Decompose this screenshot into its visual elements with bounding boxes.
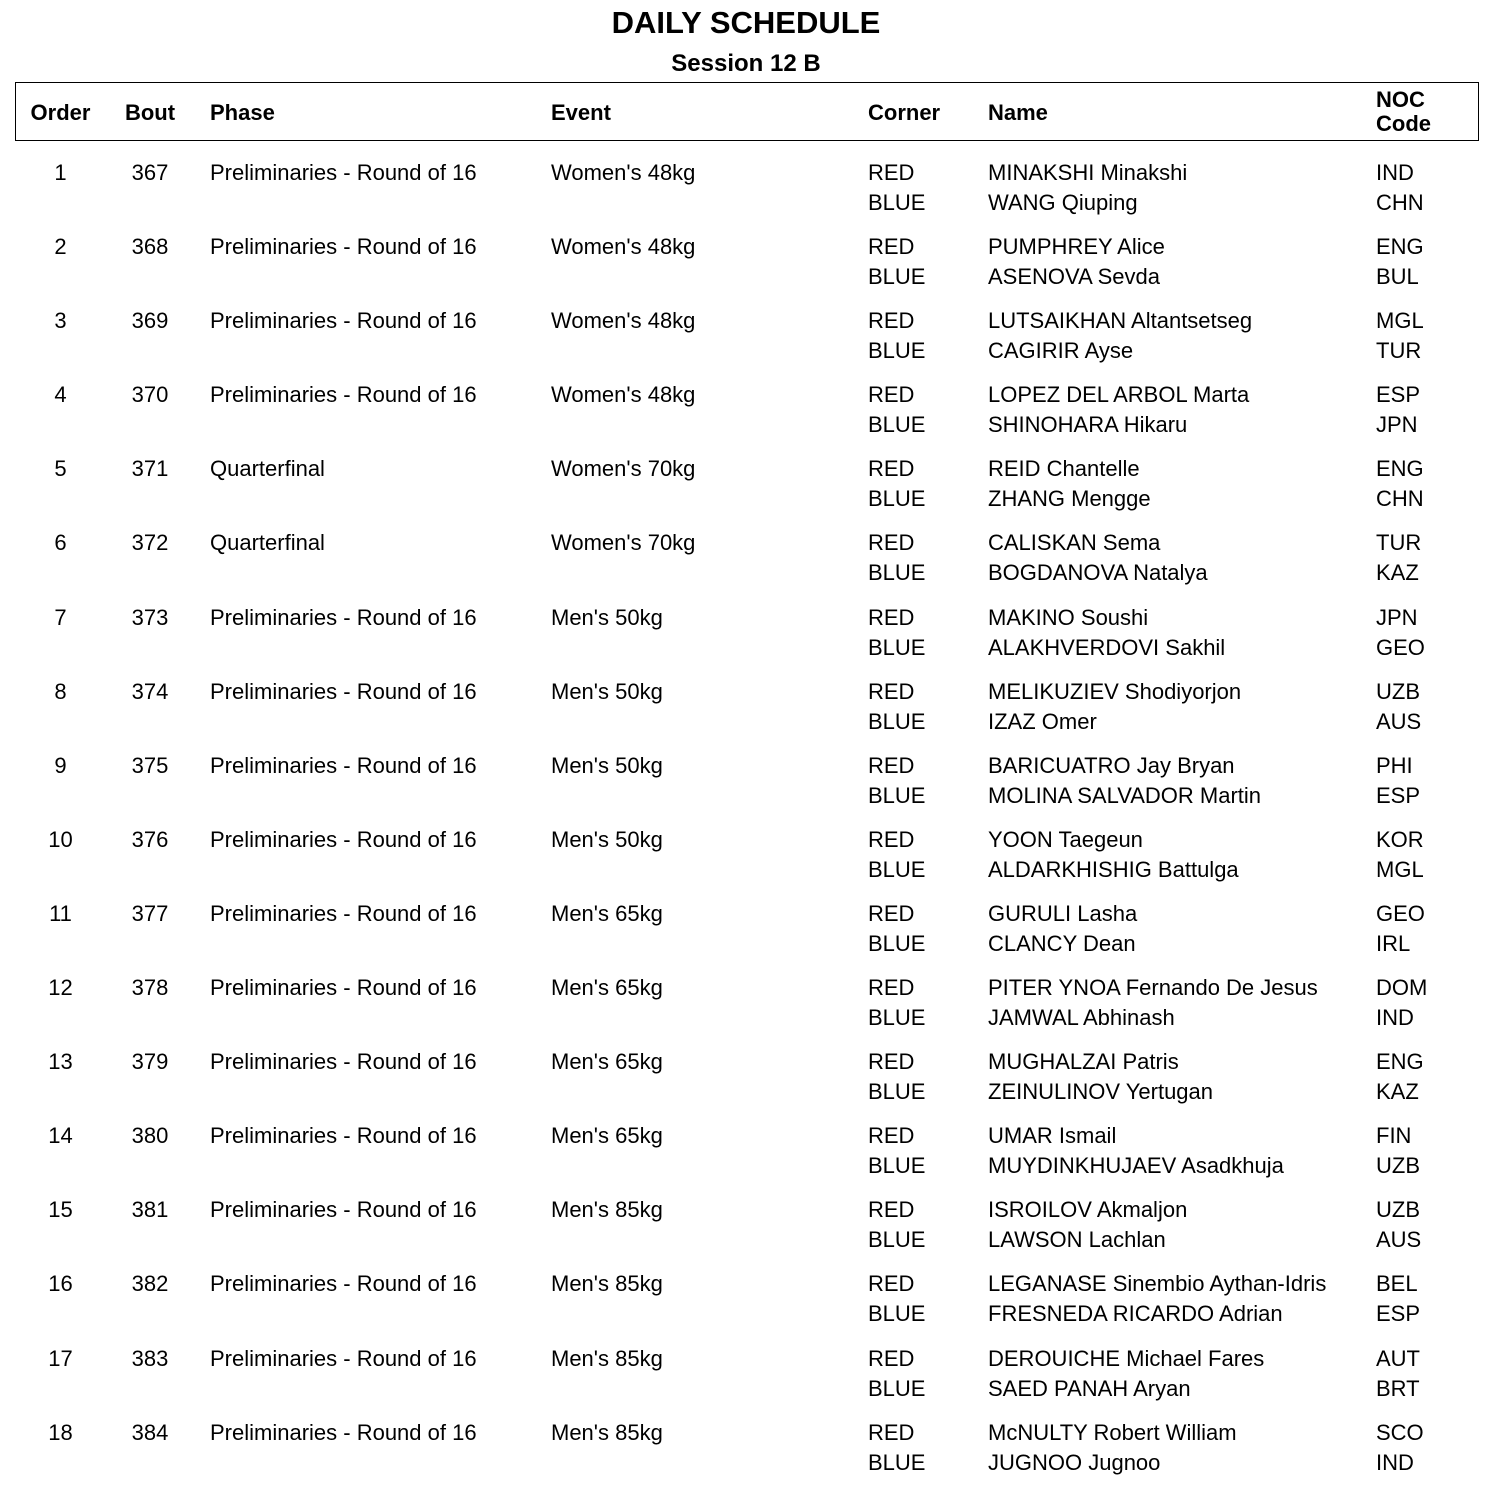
event-cell: Men's 50kg (551, 678, 663, 704)
name-cell (988, 1195, 1187, 1255)
corner-red: RED (868, 1419, 915, 1445)
header-order: Order (30, 100, 91, 125)
noc-red: ENG (1376, 234, 1424, 260)
event-cell: Men's 65kg (551, 975, 663, 1001)
name-red: CALISKAN Sema (988, 530, 1161, 556)
phase-cell: Preliminaries - Round of 16 (210, 1345, 477, 1371)
event-cell: Women's 70kg (551, 456, 696, 482)
noc-red: PHI (1376, 752, 1413, 778)
corner-red: RED (868, 752, 915, 778)
order-cell: 18 (48, 1419, 73, 1445)
table-row (0, 1418, 1492, 1492)
event-cell: Men's 65kg (551, 1123, 663, 1149)
order-cell: 15 (48, 1197, 73, 1223)
bout-cell: 384 (131, 1419, 169, 1445)
order-cell: 6 (54, 530, 67, 556)
header-noc-line1: NOC (1376, 87, 1425, 112)
name-blue: ASENOVA Sevda (988, 264, 1161, 290)
noc-red: GEO (1376, 900, 1425, 926)
name-blue: ALDARKHISHIG Battulga (988, 856, 1239, 882)
noc-cell (1376, 825, 1424, 885)
noc-blue: ESP (1376, 1301, 1421, 1327)
order-cell: 1 (54, 160, 67, 185)
bout-cell: 379 (131, 1049, 169, 1075)
noc-red: ENG (1376, 1049, 1424, 1075)
noc-cell (1376, 751, 1420, 811)
event-cell: Men's 85kg (551, 1197, 663, 1223)
schedule-table-body (0, 158, 1492, 1492)
noc-blue: AUS (1376, 1227, 1422, 1253)
name-red: PUMPHREY Alice (988, 234, 1165, 260)
event-cell: Women's 48kg (551, 160, 696, 185)
noc-cell (1376, 528, 1421, 588)
corner-blue: BLUE (868, 412, 926, 438)
name-red: McNULTY Robert William (988, 1419, 1237, 1445)
name-cell (988, 454, 1151, 514)
noc-blue: IND (1376, 1005, 1414, 1031)
noc-cell (1376, 232, 1424, 292)
event-cell: Men's 85kg (551, 1419, 663, 1445)
table-row (0, 528, 1492, 602)
corner-blue: BLUE (868, 190, 926, 215)
corner-red: RED (868, 900, 915, 926)
corner-cell (868, 232, 925, 292)
phase-cell: Preliminaries - Round of 16 (210, 1271, 477, 1297)
event-cell: Women's 48kg (551, 382, 696, 408)
bout-cell: 371 (131, 456, 169, 482)
bout-cell: 381 (131, 1197, 169, 1223)
noc-red: BEL (1376, 1271, 1418, 1297)
bout-cell: 370 (131, 382, 169, 408)
bout-cell: 382 (131, 1271, 169, 1297)
phase-cell: Preliminaries - Round of 16 (210, 752, 477, 778)
noc-blue: IND (1376, 1449, 1414, 1475)
name-blue: MUYDINKHUJAEV Asadkhuja (988, 1153, 1284, 1179)
bout-cell: 383 (131, 1345, 169, 1371)
corner-blue: BLUE (868, 856, 926, 882)
noc-cell (1376, 1195, 1421, 1255)
corner-cell (868, 899, 925, 959)
corner-cell (868, 1047, 925, 1107)
noc-blue: BUL (1376, 264, 1419, 290)
corner-blue: BLUE (868, 930, 926, 956)
bout-cell: 374 (131, 678, 169, 704)
order-cell: 17 (48, 1345, 73, 1371)
corner-blue: BLUE (868, 708, 926, 734)
name-blue: ZEINULINOV Yertugan (988, 1079, 1214, 1105)
noc-cell (1376, 1121, 1420, 1181)
corner-red: RED (868, 382, 915, 408)
bout-cell: 372 (131, 530, 169, 556)
phase-cell: Quarterfinal (210, 456, 325, 482)
table-row (0, 1195, 1492, 1269)
order-cell: 2 (54, 234, 67, 260)
name-blue: CLANCY Dean (988, 930, 1136, 956)
name-red: LUTSAIKHAN Altantsetseg (988, 308, 1253, 334)
corner-blue: BLUE (868, 782, 926, 808)
name-cell (988, 380, 1249, 440)
order-cell: 12 (48, 975, 73, 1001)
noc-blue: CHN (1376, 486, 1424, 512)
corner-blue: BLUE (868, 1449, 926, 1475)
phase-cell: Preliminaries - Round of 16 (210, 678, 477, 704)
phase-cell: Preliminaries - Round of 16 (210, 1049, 477, 1075)
name-cell (988, 973, 1318, 1033)
noc-blue: GEO (1376, 634, 1425, 660)
name-cell (988, 1121, 1284, 1181)
name-cell (988, 158, 1187, 218)
corner-blue: BLUE (868, 634, 926, 660)
table-row (0, 677, 1492, 751)
noc-blue: MGL (1376, 856, 1424, 882)
corner-red: RED (868, 1271, 915, 1297)
noc-red: KOR (1376, 826, 1424, 852)
phase-cell: Preliminaries - Round of 16 (210, 1197, 477, 1223)
noc-cell (1376, 306, 1424, 366)
corner-cell (868, 528, 925, 588)
order-cell: 3 (54, 308, 67, 334)
name-cell (988, 751, 1261, 811)
corner-blue: BLUE (868, 486, 926, 512)
event-cell: Men's 50kg (551, 604, 663, 630)
corner-blue: BLUE (868, 264, 926, 290)
event-cell: Men's 50kg (551, 826, 663, 852)
noc-blue: ESP (1376, 782, 1421, 808)
noc-blue: TUR (1376, 338, 1422, 364)
corner-blue: BLUE (868, 560, 926, 586)
name-red: MELIKUZIEV Shodiyorjon (988, 678, 1242, 704)
corner-cell (868, 158, 925, 218)
order-cell: 13 (48, 1049, 73, 1075)
corner-cell (868, 1121, 925, 1181)
name-red: PITER YNOA Fernando De Jesus (988, 975, 1318, 1001)
noc-cell (1376, 899, 1425, 959)
phase-cell: Preliminaries - Round of 16 (210, 382, 477, 408)
corner-red: RED (868, 1123, 915, 1149)
noc-cell (1376, 1269, 1420, 1329)
corner-cell (868, 973, 925, 1033)
noc-cell (1376, 380, 1420, 440)
table-row (0, 1269, 1492, 1343)
corner-red: RED (868, 1197, 915, 1223)
table-row (0, 1047, 1492, 1121)
name-red: YOON Taegeun (988, 826, 1143, 852)
phase-cell: Preliminaries - Round of 16 (210, 308, 477, 334)
event-cell: Men's 65kg (551, 900, 663, 926)
noc-red: JPN (1376, 604, 1418, 630)
name-blue: IZAZ Omer (988, 708, 1097, 734)
corner-red: RED (868, 678, 915, 704)
phase-cell: Preliminaries - Round of 16 (210, 975, 477, 1001)
noc-blue: AUS (1376, 708, 1422, 734)
phase-cell: Quarterfinal (210, 530, 325, 556)
noc-red: ESP (1376, 382, 1421, 408)
bout-cell: 369 (131, 308, 169, 334)
page-title: DAILY SCHEDULE (611, 5, 881, 40)
name-cell (988, 603, 1225, 663)
corner-red: RED (868, 530, 915, 556)
name-blue: WANG Qiuping (988, 190, 1138, 215)
name-blue: JUGNOO Jugnoo (988, 1449, 1161, 1475)
name-blue: ALAKHVERDOVI Sakhil (988, 634, 1226, 660)
noc-blue: IRL (1376, 930, 1411, 956)
name-cell (988, 306, 1252, 366)
header-noc-code (1376, 88, 1431, 136)
noc-cell (1376, 1344, 1420, 1404)
order-cell: 9 (54, 752, 67, 778)
header-event: Event (551, 100, 611, 125)
noc-cell (1376, 973, 1427, 1033)
table-row (0, 603, 1492, 677)
noc-red: SCO (1376, 1419, 1424, 1445)
session-subtitle: Session 12 B (671, 50, 821, 77)
table-row (0, 454, 1492, 528)
corner-red: RED (868, 1345, 915, 1371)
noc-cell (1376, 677, 1421, 737)
corner-blue: BLUE (868, 1301, 926, 1327)
corner-blue: BLUE (868, 1375, 926, 1401)
table-row (0, 1344, 1492, 1418)
order-cell: 11 (49, 900, 72, 926)
name-blue: LAWSON Lachlan (988, 1227, 1166, 1253)
table-row (0, 158, 1492, 232)
noc-blue: CHN (1376, 190, 1424, 215)
bout-cell: 368 (131, 234, 169, 260)
phase-cell: Preliminaries - Round of 16 (210, 160, 477, 185)
event-cell: Men's 65kg (551, 1049, 663, 1075)
name-blue: JAMWAL Abhinash (988, 1005, 1175, 1031)
corner-cell (868, 454, 925, 514)
name-red: MAKINO Soushi (988, 604, 1149, 630)
table-row (0, 1121, 1492, 1195)
table-row (0, 825, 1492, 899)
corner-cell (868, 306, 925, 366)
name-red: LEGANASE Sinembio Aythan-Idris (988, 1271, 1327, 1297)
name-blue: SHINOHARA Hikaru (988, 412, 1188, 438)
table-row (0, 899, 1492, 973)
name-red: UMAR Ismail (988, 1123, 1117, 1149)
name-cell (988, 825, 1239, 885)
phase-cell: Preliminaries - Round of 16 (210, 1419, 477, 1445)
corner-red: RED (868, 604, 915, 630)
corner-blue: BLUE (868, 1153, 926, 1179)
noc-red: MGL (1376, 308, 1424, 334)
corner-blue: BLUE (868, 1079, 926, 1105)
table-row (0, 232, 1492, 306)
bout-cell: 373 (131, 604, 169, 630)
corner-cell (868, 603, 925, 663)
corner-red: RED (868, 826, 915, 852)
phase-cell: Preliminaries - Round of 16 (210, 1123, 477, 1149)
name-blue: SAED PANAH Aryan (988, 1375, 1191, 1401)
header-corner: Corner (868, 100, 941, 125)
event-cell: Men's 85kg (551, 1271, 663, 1297)
name-cell (988, 1047, 1213, 1107)
name-red: MINAKSHI Minakshi (988, 160, 1188, 185)
bout-cell: 380 (131, 1123, 169, 1149)
table-row (0, 973, 1492, 1047)
phase-cell: Preliminaries - Round of 16 (210, 234, 477, 260)
phase-cell: Preliminaries - Round of 16 (210, 900, 477, 926)
corner-red: RED (868, 975, 915, 1001)
header-name: Name (988, 100, 1048, 125)
corner-cell (868, 1269, 925, 1329)
corner-red: RED (868, 160, 915, 185)
name-cell (988, 899, 1137, 959)
name-blue: CAGIRIR Ayse (988, 338, 1134, 364)
noc-blue: JPN (1376, 412, 1418, 438)
noc-blue: KAZ (1376, 560, 1419, 586)
bout-cell: 377 (131, 900, 169, 926)
name-red: LOPEZ DEL ARBOL Marta (988, 382, 1250, 408)
event-cell: Women's 48kg (551, 308, 696, 334)
order-cell: 8 (54, 678, 67, 704)
name-cell (988, 1344, 1264, 1404)
name-red: BARICUATRO Jay Bryan (988, 752, 1235, 778)
table-row (0, 380, 1492, 454)
corner-red: RED (868, 1049, 915, 1075)
name-cell (988, 1418, 1237, 1478)
name-red: GURULI Lasha (988, 900, 1138, 926)
name-red: MUGHALZAI Patris (988, 1049, 1179, 1075)
corner-cell (868, 380, 925, 440)
order-cell: 14 (48, 1123, 73, 1149)
event-cell: Women's 70kg (551, 530, 696, 556)
order-cell: 10 (48, 826, 73, 852)
noc-red: AUT (1376, 1345, 1420, 1371)
name-red: DEROUICHE Michael Fares (988, 1345, 1265, 1371)
name-cell (988, 677, 1241, 737)
noc-cell (1376, 1047, 1424, 1107)
corner-cell (868, 751, 925, 811)
corner-blue: BLUE (868, 1005, 926, 1031)
table-row (0, 306, 1492, 380)
corner-blue: BLUE (868, 338, 926, 364)
name-cell (988, 232, 1165, 292)
name-blue: MOLINA SALVADOR Martin (988, 782, 1262, 808)
corner-cell (868, 1418, 925, 1478)
noc-red: IND (1376, 160, 1414, 185)
name-red: REID Chantelle (988, 456, 1140, 482)
phase-cell: Preliminaries - Round of 16 (210, 826, 477, 852)
corner-cell (868, 1344, 925, 1404)
event-cell: Men's 50kg (551, 752, 663, 778)
bout-cell: 378 (131, 975, 169, 1001)
name-blue: ZHANG Mengge (988, 486, 1151, 512)
table-row (0, 751, 1492, 825)
bout-cell: 376 (131, 826, 169, 852)
noc-red: ENG (1376, 456, 1424, 482)
order-cell: 7 (54, 604, 67, 630)
corner-cell (868, 825, 925, 885)
name-red: ISROILOV Akmaljon (988, 1197, 1188, 1223)
noc-red: TUR (1376, 530, 1422, 556)
corner-cell (868, 1195, 925, 1255)
noc-red: UZB (1376, 1197, 1420, 1223)
noc-blue: KAZ (1376, 1079, 1419, 1105)
order-cell: 4 (54, 382, 67, 408)
noc-red: DOM (1376, 975, 1428, 1001)
name-blue: BOGDANOVA Natalya (988, 560, 1208, 586)
phase-cell: Preliminaries - Round of 16 (210, 604, 477, 630)
noc-red: UZB (1376, 678, 1420, 704)
noc-cell (1376, 1418, 1424, 1478)
corner-blue: BLUE (868, 1227, 926, 1253)
name-blue: FRESNEDA RICARDO Adrian (988, 1301, 1283, 1327)
corner-red: RED (868, 308, 915, 334)
noc-red: FIN (1376, 1123, 1412, 1149)
order-cell: 16 (48, 1271, 73, 1297)
corner-red: RED (868, 234, 915, 260)
bout-cell: 367 (131, 160, 169, 185)
noc-cell (1376, 603, 1425, 663)
header-noc-line2: Code (1376, 111, 1431, 136)
bout-cell: 375 (131, 752, 169, 778)
event-cell: Men's 85kg (551, 1345, 663, 1371)
order-cell: 5 (54, 456, 67, 482)
noc-blue: UZB (1376, 1153, 1420, 1179)
name-cell (988, 1269, 1326, 1329)
header-bout: Bout (124, 100, 176, 125)
event-cell: Women's 48kg (551, 234, 696, 260)
noc-blue: BRT (1376, 1375, 1420, 1401)
corner-red: RED (868, 456, 915, 482)
header-phase: Phase (210, 100, 275, 125)
corner-cell (868, 677, 925, 737)
noc-cell (1376, 158, 1424, 218)
name-cell (988, 528, 1208, 588)
noc-cell (1376, 454, 1424, 514)
